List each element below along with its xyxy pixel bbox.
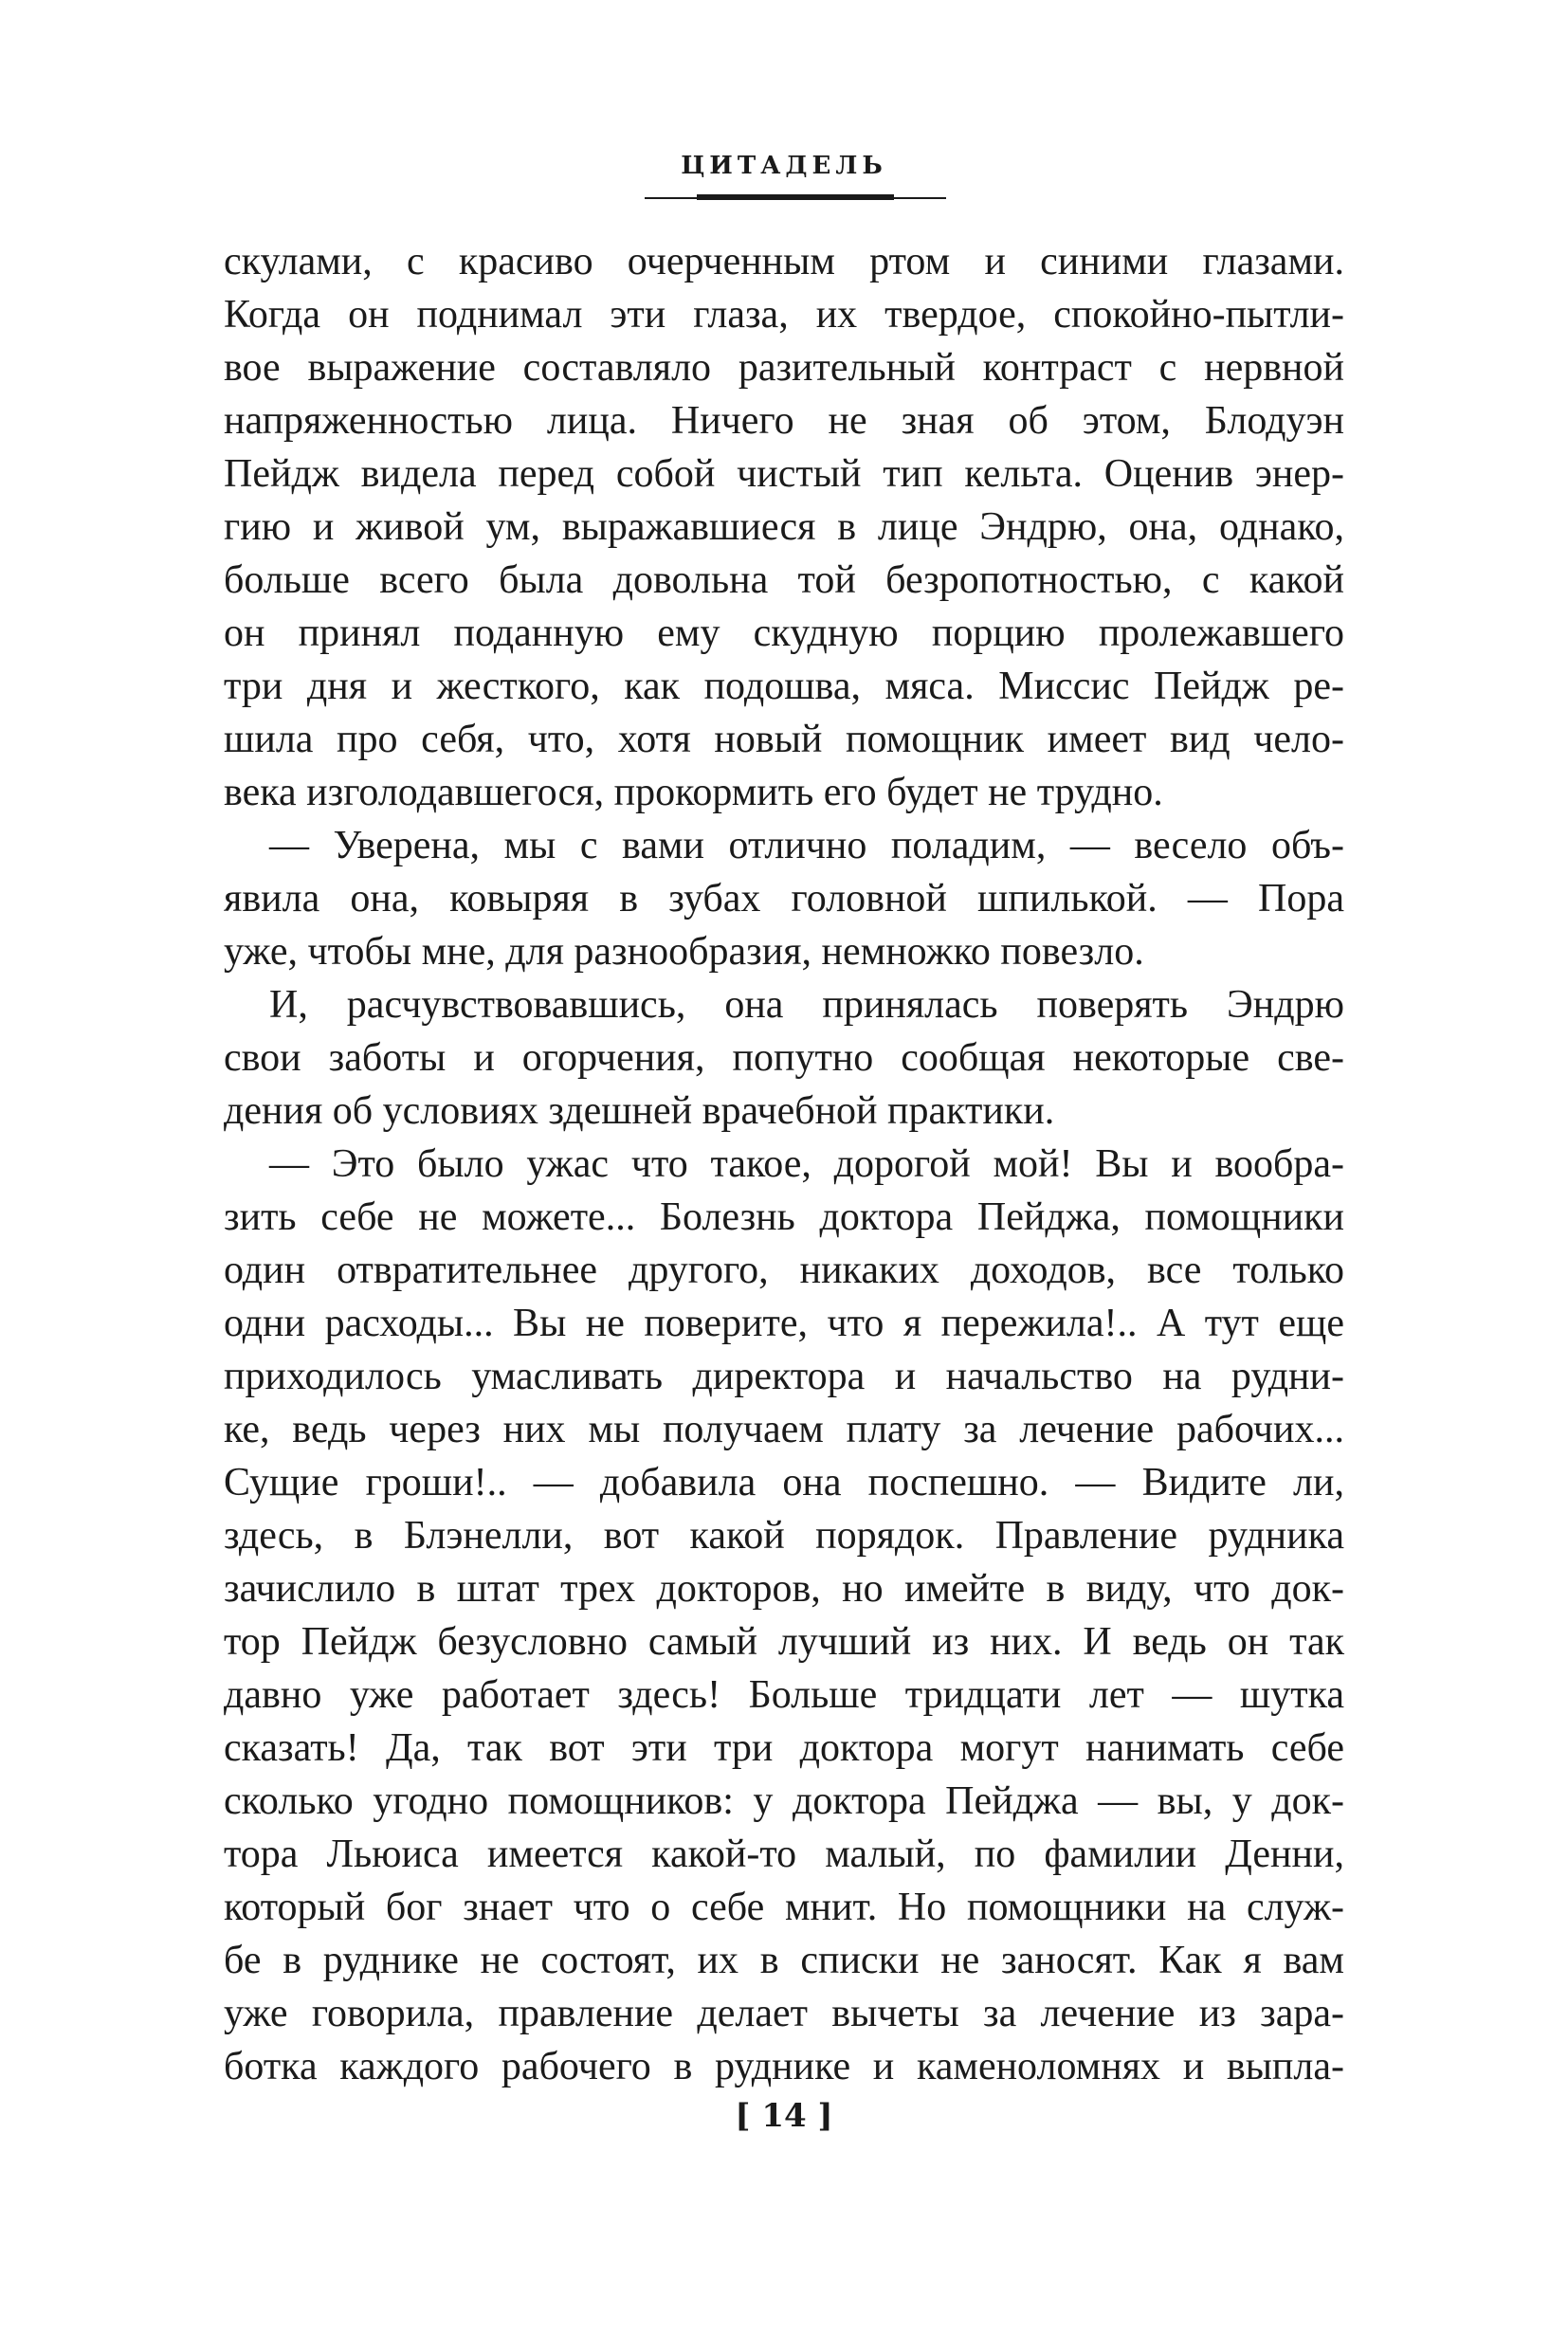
text-line: здесь, в Блэнелли, вот какой порядок. Правление рудника (224, 1514, 1344, 1558)
text-line: Сущие гроши!.. — добавила она поспешно. — Видите ли, (224, 1461, 1344, 1504)
header-rule-accent (697, 194, 894, 200)
text-line: больше всего была довольна той безропотностью, с какой (224, 558, 1344, 602)
page-number: [ 14 ] (735, 2097, 833, 2135)
text-line: сказать! Да, так вот эти три доктора могут нанимать себе (224, 1726, 1344, 1770)
body-text (224, 235, 1344, 2093)
text-line: дения об условиях здешней врачебной практики. (224, 1089, 1055, 1133)
text-line: И, расчувствовавшись, она принялась поверять Эндрю (269, 983, 1344, 1027)
text-line: — Это было ужас что такое, дорогой мой! Вы и вообра- (269, 1142, 1344, 1186)
text-line: — Уверена, мы с вами отлично поладим, — весело объ- (269, 824, 1344, 867)
text-line: скулами, с красиво очерченным ртом и синими глазами. (224, 240, 1344, 283)
text-line: бе в руднике не состоят, их в списки не заносят. Как я вам (224, 1939, 1344, 1982)
text-line: свои заботы и огорчения, попутно сообщая некоторые све- (224, 1036, 1344, 1080)
text-line: зить себе не можете... Болезнь доктора Пейджа, помощники (224, 1195, 1344, 1239)
text-line: давно уже работает здесь! Больше тридцати лет — шутка (224, 1673, 1344, 1717)
text-line: приходилось умасливать директора и начальство на рудни- (224, 1355, 1344, 1398)
text-line: уже, чтобы мне, для разнообразия, немножко повезло. (224, 930, 1144, 974)
text-line: зачислило в штат трех докторов, но имейте в виду, что док- (224, 1567, 1344, 1611)
text-line: явила она, ковыряя в зубах головной шпилькой. — Пора (224, 877, 1344, 921)
text-line: напряженностью лица. Ничего не зная об этом, Блодуэн (224, 399, 1344, 443)
text-line: тор Пейдж безусловно самый лучший из них. И ведь он так (224, 1620, 1344, 1664)
text-line: Пейдж видела перед собой чистый тип кельта. Оценив энер- (224, 452, 1344, 496)
text-line: тора Льюиса имеется какой-то малый, по фамилии Денни, (224, 1832, 1344, 1876)
text-line: он принял поданную ему скудную порцию пролежавшего (224, 611, 1344, 655)
text-line: ботка каждого рабочего в руднике и каменоломнях и выпла- (224, 2045, 1344, 2088)
text-line: один отвратительнее другого, никаких доходов, все только (224, 1249, 1344, 1292)
text-line: шила про себя, что, хотя новый помощник имеет вид чело- (224, 718, 1344, 761)
text-line: вое выражение составляло разительный контраст с нервной (224, 346, 1344, 390)
text-line: сколько угодно помощников: у доктора Пейджа — вы, у док- (224, 1779, 1344, 1823)
text-line: три дня и жесткого, как подошва, мяса. Миссис Пейдж ре- (224, 665, 1344, 708)
text-line: Когда он поднимал эти глаза, их твердое, спокойно-пытли- (224, 293, 1344, 337)
text-line: который бог знает что о себе мнит. Но помощники на служ- (224, 1886, 1344, 1929)
running-head: ЦИТАДЕЛЬ (681, 152, 887, 180)
text-line: уже говорила, правление делает вычеты за лечение из зара- (224, 1992, 1344, 2035)
text-line: одни расходы... Вы не поверите, что я пережила!.. А тут еще (224, 1302, 1344, 1345)
text-line: века изголодавшегося, прокормить его будет не трудно. (224, 771, 1163, 814)
text-line: ке, ведь через них мы получаем плату за лечение рабочих... (224, 1408, 1344, 1451)
text-line: гию и живой ум, выражавшиеся в лице Эндрю, она, однако, (224, 505, 1344, 549)
